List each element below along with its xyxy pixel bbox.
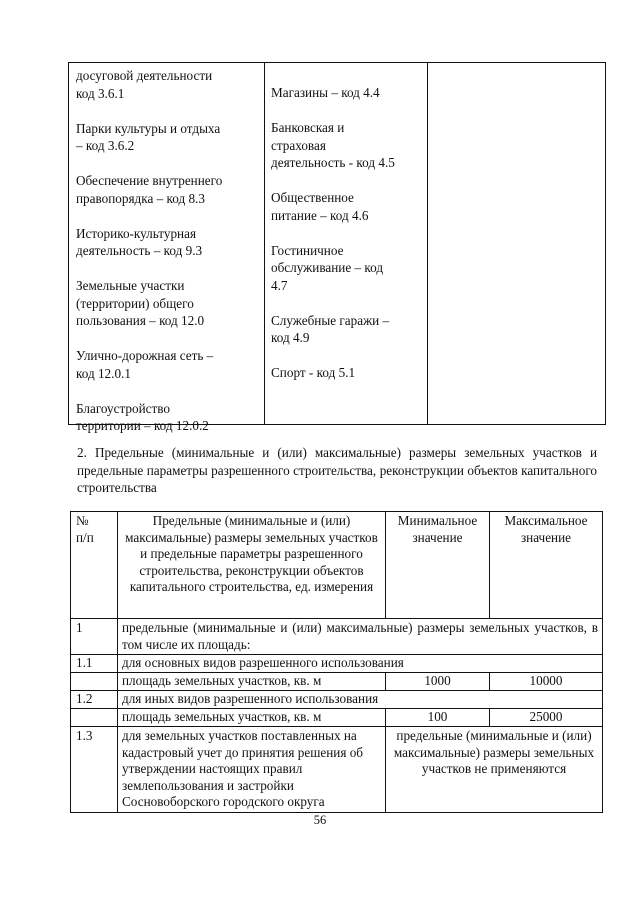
list-item: Общественное питание – код 4.6: [271, 190, 369, 223]
list-item: Магазины – код 4.4: [271, 85, 380, 100]
table-row: [71, 691, 603, 709]
row-text: предельные (минимальные и (или) максимальные) размеры земельных участков, в том числе их площадь:: [118, 619, 603, 655]
header-max: Максимальное значение: [490, 512, 603, 619]
list-item: Спорт - код 5.1: [271, 365, 356, 380]
table-row: [71, 655, 603, 673]
list-item: досуговой деятельности код 3.6.1: [76, 68, 213, 101]
table-row: [71, 709, 603, 727]
row-max: 10000: [490, 673, 603, 691]
row-num: [71, 709, 118, 727]
header-min: Минимальное значение: [386, 512, 490, 619]
header-param: Предельные (минимальные и (или) максимальные) размеры земельных участков и предельные параметры разрешенного строительства, реконструкции объектов капитального строительства, ед. измерения: [118, 512, 386, 619]
list-item: Благоустройство территории – код 12.0.2: [76, 400, 209, 433]
main-uses-column: [69, 63, 265, 433]
row-value: предельные (минимальные и (или) максимальные) размеры земельных участков не применяются: [386, 727, 603, 813]
row-min: 1000: [386, 673, 490, 691]
list-item: Обеспечение внутреннего правопорядка – код 8.3: [76, 173, 223, 206]
row-text: площадь земельных участков, кв. м: [118, 709, 386, 727]
row-num: 1.1: [71, 655, 118, 673]
empty-column: [428, 63, 605, 424]
row-text: площадь земельных участков, кв. м: [118, 673, 386, 691]
row-num: [71, 673, 118, 691]
row-num: 1.3: [71, 727, 118, 813]
table-row: [71, 727, 603, 813]
list-item: Служебные гаражи – код 4.9: [271, 312, 390, 345]
row-text: для земельных участков поставленных на кадастровый учет до принятия решения об утверждении настоящих правил землепользования и застройки Сосновоборского городского округа: [118, 727, 386, 813]
section-paragraph: 2. Предельные (минимальные и (или) максимальные) размеры земельных участков и предельные параметры разрешенного строительства, реконструкции объектов капитального строительства: [77, 445, 597, 495]
list-item: Улично-дорожная сеть – код 12.0.1: [76, 348, 214, 381]
list-item: Парки культуры и отдыха – код 3.6.2: [76, 120, 221, 153]
row-text: для основных видов разрешенного использования: [118, 655, 603, 673]
table-row: [71, 619, 603, 655]
land-use-table-fragment: [68, 62, 606, 433]
list-item: Гостиничное обслуживание – код 4.7: [271, 242, 384, 293]
row-num: 1: [71, 619, 118, 655]
conditional-uses-column: [265, 63, 428, 424]
parameters-table: [70, 511, 603, 813]
row-min: 100: [386, 709, 490, 727]
row-max: 25000: [490, 709, 603, 727]
header-num: № п/п: [71, 512, 118, 619]
row-num: 1.2: [71, 691, 118, 709]
table-row: [71, 673, 603, 691]
page-number: 56: [313, 813, 327, 827]
table-header-row: [71, 512, 603, 619]
list-item: Историко-культурная деятельность – код 9.3: [76, 225, 203, 258]
list-item: Земельные участки (территории) общего пользования – код 12.0: [76, 278, 205, 328]
list-item: Банковская и страховая деятельность - код 4.5: [271, 120, 395, 170]
row-text: для иных видов разрешенного использования: [118, 691, 603, 709]
